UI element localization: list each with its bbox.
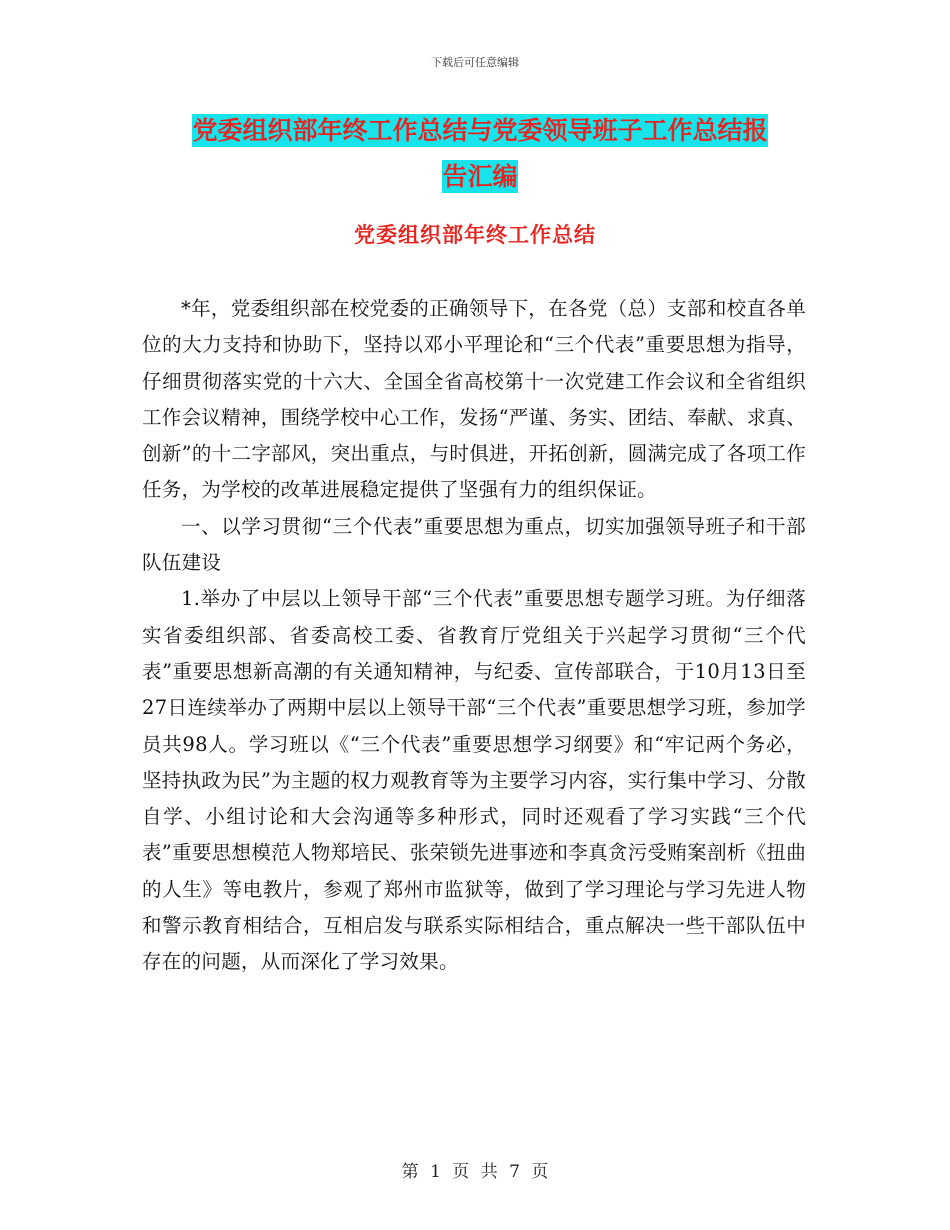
body-text bbox=[142, 291, 806, 981]
paragraph-intro: *年，党委组织部在校党委的正确领导下，在各党（总）支部和校直各单位的大力支持和协助下，坚持以邓小平理论和“三个代表”重要思想为指导，仔细贯彻落实党的十六大、全国全省高校第十一次党建工作会议和全省组织工作会议精神，围绕学校中心工作，发扬“严谨、务实、团结、奉献、求真、创新”的十二字部风，突出重点，与时俱进，开拓创新，圆满完成了各项工作任务，为学校的改革进展稳定提供了坚强有力的组织保证。 bbox=[142, 297, 806, 502]
document-title-line-2: 告汇编 bbox=[442, 162, 518, 191]
document-title bbox=[150, 108, 810, 200]
header-note: 下载后可任意编辑 bbox=[431, 56, 519, 69]
paragraph-heading-one: 一、以学习贯彻“三个代表”重要思想为重点，切实加强领导班子和干部队伍建设 bbox=[142, 514, 806, 575]
document-title-line-1: 党委组织部年终工作总结与党委领导班子工作总结报 bbox=[192, 116, 768, 145]
paragraph-item-one: 1.举办了中层以上领导干部“三个代表”重要思想专题学习班。为仔细落实省委组织部、省委高校工委、省教育厅党组关于兴起学习贯彻“三个代表”重要思想新高潮的有关通知精神，与纪委、宣传部联合，于10月13日至27日连续举办了两期中层以上领导干部“三个代表”重要思想学习班，参加学员共98人。学习班以《“三个代表”重要思想学习纲要》和“牢记两个务必，坚持执政为民”为主题的权力观教育等为主要学习内容，实行集中学习、分散自学、小组讨论和大会沟通等多种形式，同时还观看了学习实践“三个代表”重要思想模范人物郑培民、张荣锁先进事迹和李真贪污受贿案剖析《扭曲的人生》等电教片，参观了郑州市监狱等，做到了学习理论与学习先进人物和警示教育相结合，互相启发与联系实际相结合，重点解决一些干部队伍中存在的问题，从而深化了学习效果。 bbox=[142, 587, 806, 974]
section-title: 党委组织部年终工作总结 bbox=[354, 223, 596, 247]
page-footer: 第 1 页 共 7 页 bbox=[401, 1162, 549, 1182]
